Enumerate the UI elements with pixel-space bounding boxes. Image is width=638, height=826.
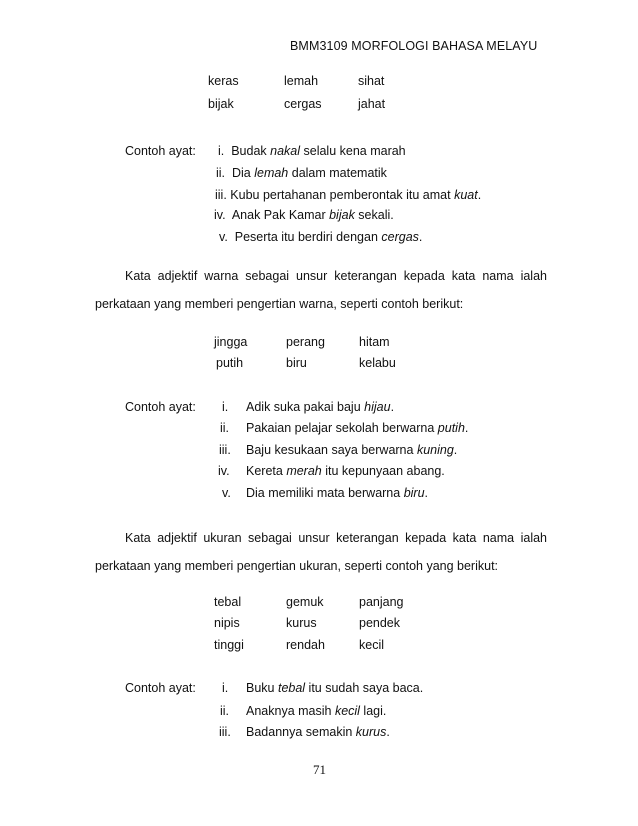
paragraph-line: perkataan yang memberi pengertian warna, seperti contoh berikut:	[95, 297, 464, 311]
list-item	[246, 463, 445, 479]
table-cell: panjang	[359, 595, 404, 609]
list-item	[246, 399, 394, 415]
item-text: .	[464, 421, 469, 435]
item-text: .	[424, 486, 429, 500]
item-emphasis: biru	[403, 486, 425, 500]
paragraph-line: Kata adjektif warna sebagai unsur keterangan kepada kata nama ialah	[125, 269, 547, 283]
item-number: iv.	[218, 464, 230, 478]
item-emphasis: cergas	[381, 230, 419, 244]
item-number: iii.	[215, 188, 227, 202]
item-number: i.	[222, 400, 229, 414]
item-text: Buku	[246, 681, 278, 695]
example-label: Contoh ayat:	[125, 400, 196, 414]
table-cell: hitam	[359, 335, 390, 349]
table-cell: sihat	[358, 74, 385, 88]
paragraph	[95, 524, 547, 580]
table-cell: gemuk	[286, 595, 324, 609]
item-text: selalu kena marah	[300, 144, 406, 158]
list-item	[219, 229, 422, 245]
item-number: iv.	[214, 208, 226, 222]
list-item	[246, 703, 386, 719]
list-item	[214, 207, 394, 223]
paragraph	[95, 262, 547, 318]
item-emphasis: putih	[437, 421, 465, 435]
table-cell: keras	[208, 74, 239, 88]
list-item	[246, 485, 428, 501]
paragraph-line: Kata adjektif ukuran sebagai unsur keterangan kepada kata nama ialah	[125, 531, 547, 545]
item-text: sekali.	[354, 208, 394, 222]
item-text: Pakaian pelajar sekolah berwarna	[246, 421, 438, 435]
item-text: Peserta itu berdiri dengan	[234, 230, 382, 244]
table-cell: rendah	[286, 638, 325, 652]
table-cell: jahat	[358, 97, 386, 111]
item-text: itu sudah saya baca.	[305, 681, 424, 695]
table-cell: kecil	[359, 638, 385, 652]
item-emphasis: kuning	[416, 443, 454, 457]
table-cell: putih	[216, 356, 244, 370]
list-item	[215, 187, 481, 203]
item-text: .	[418, 230, 423, 244]
item-text: Anak Pak Kamar	[231, 208, 330, 222]
table-cell: biru	[286, 356, 307, 370]
item-text: Adik suka pakai baju	[246, 400, 365, 414]
item-number: iii.	[219, 725, 231, 739]
example-label: Contoh ayat:	[125, 681, 196, 695]
paragraph-line: perkataan yang memberi pengertian ukuran, seperti contoh yang berikut:	[95, 559, 499, 573]
table-cell: pendek	[359, 616, 401, 630]
item-number: i.	[222, 681, 229, 695]
list-item	[218, 143, 406, 159]
list-item	[246, 420, 468, 436]
item-number: v.	[222, 486, 231, 500]
item-emphasis: lemah	[254, 166, 289, 180]
table-cell: lemah	[284, 74, 319, 88]
item-text: .	[386, 725, 390, 739]
table-cell: kelabu	[359, 356, 396, 370]
table-cell: tebal	[214, 595, 242, 609]
item-text: Baju kesukaan saya berwarna	[246, 443, 417, 457]
item-text: lagi.	[359, 704, 387, 718]
item-number: ii.	[220, 421, 230, 435]
table-cell: cergas	[284, 97, 322, 111]
table-cell: jingga	[214, 335, 248, 349]
item-text: itu kepunyaan abang.	[321, 464, 445, 478]
item-emphasis: kurus	[355, 725, 387, 739]
item-number: ii.	[220, 704, 230, 718]
item-text: Badannya semakin	[246, 725, 356, 739]
item-text: Dia	[231, 166, 255, 180]
item-emphasis: hijau	[364, 400, 391, 414]
table-cell: bijak	[208, 97, 234, 111]
item-number: v.	[219, 230, 228, 244]
item-emphasis: kuat	[454, 188, 478, 202]
table-cell: perang	[286, 335, 325, 349]
table-cell: kurus	[286, 616, 317, 630]
list-item	[246, 680, 423, 696]
item-text: dalam matematik	[288, 166, 387, 180]
item-emphasis: kecil	[334, 704, 360, 718]
item-text: Kereta	[246, 464, 287, 478]
item-text: .	[477, 188, 482, 202]
item-emphasis: tebal	[277, 681, 306, 695]
item-emphasis: merah	[286, 464, 322, 478]
item-text: Kubu pertahanan pemberontak itu amat	[230, 188, 455, 202]
item-text: Dia memiliki mata berwarna	[246, 486, 404, 500]
item-text: Anaknya masih	[246, 704, 335, 718]
list-item	[246, 724, 390, 740]
item-number: i.	[218, 144, 225, 158]
item-number: ii.	[216, 166, 226, 180]
example-label: Contoh ayat:	[125, 144, 196, 158]
item-emphasis: bijak	[329, 208, 355, 222]
list-item	[246, 442, 457, 458]
page-header: BMM3109 MORFOLOGI BAHASA MELAYU	[290, 39, 538, 53]
item-number: iii.	[219, 443, 231, 457]
page-number: 71	[313, 762, 326, 777]
item-text: .	[453, 443, 458, 457]
table-cell: tinggi	[214, 638, 244, 652]
table-cell: nipis	[214, 616, 240, 630]
item-text: .	[390, 400, 395, 414]
item-text: Budak	[231, 144, 271, 158]
list-item	[216, 165, 387, 181]
item-emphasis: nakal	[270, 144, 301, 158]
